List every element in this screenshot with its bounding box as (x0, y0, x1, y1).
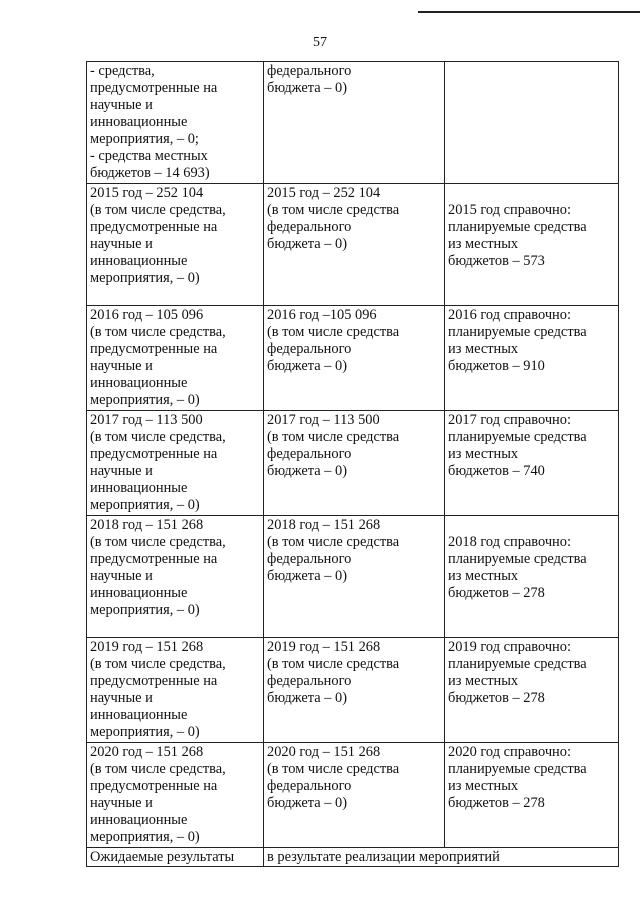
table-cell: 2015 год – 252 104 (в том числе средства федерального бюджета – 0) (264, 184, 445, 306)
table-cell: 2016 год справочно: планируемые средства из местных бюджетов – 910 (445, 306, 619, 411)
table-cell: 2020 год – 151 268 (в том числе средства федерального бюджета – 0) (264, 743, 445, 848)
expected-results-label: Ожидаемые результаты (87, 848, 264, 867)
page-number: 57 (313, 35, 327, 50)
table-cell: 2020 год – 151 268 (в том числе средства, предусмотренные на научные и инновационные мероприятия, – 0) (87, 743, 264, 848)
top-rule (418, 11, 640, 13)
funding-table (86, 61, 619, 867)
table-cell: 2019 год – 151 268 (в том числе средства, предусмотренные на научные и инновационные мероприятия, – 0) (87, 638, 264, 743)
table-row (87, 62, 619, 184)
table-row-expected-results (87, 848, 619, 867)
table-row-2015 (87, 184, 619, 306)
table-cell: - средства, предусмотренные на научные и инновационные мероприятия, – 0; - средства местных бюджетов – 14 693) (87, 62, 264, 184)
table-cell: 2015 год справочно: планируемые средства из местных бюджетов – 573 (445, 184, 619, 306)
table-cell: 2018 год – 151 268 (в том числе средства, предусмотренные на научные и инновационные мероприятия, – 0) (87, 516, 264, 638)
table-cell: 2017 год – 113 500 (в том числе средства, предусмотренные на научные и инновационные мероприятия, – 0) (87, 411, 264, 516)
table-row-2016 (87, 306, 619, 411)
table-cell (445, 62, 619, 184)
table-cell: 2017 год справочно: планируемые средства из местных бюджетов – 740 (445, 411, 619, 516)
table-row-2019 (87, 638, 619, 743)
table-cell: 2018 год справочно: планируемые средства из местных бюджетов – 278 (445, 516, 619, 638)
table-cell: федерального бюджета – 0) (264, 62, 445, 184)
table-cell: 2019 год справочно: планируемые средства из местных бюджетов – 278 (445, 638, 619, 743)
table-cell: 2015 год – 252 104 (в том числе средства, предусмотренные на научные и инновационные мероприятия, – 0) (87, 184, 264, 306)
table-cell: 2018 год – 151 268 (в том числе средства федерального бюджета – 0) (264, 516, 445, 638)
table-cell: 2020 год справочно: планируемые средства из местных бюджетов – 278 (445, 743, 619, 848)
table-row-2020 (87, 743, 619, 848)
table-row-2018 (87, 516, 619, 638)
expected-results-text: в результате реализации мероприятий (264, 848, 619, 867)
table-cell: 2016 год – 105 096 (в том числе средства, предусмотренные на научные и инновационные мероприятия, – 0) (87, 306, 264, 411)
table-row-2017 (87, 411, 619, 516)
table-cell: 2017 год – 113 500 (в том числе средства федерального бюджета – 0) (264, 411, 445, 516)
table-cell: 2016 год –105 096 (в том числе средства федерального бюджета – 0) (264, 306, 445, 411)
table-cell: 2019 год – 151 268 (в том числе средства федерального бюджета – 0) (264, 638, 445, 743)
